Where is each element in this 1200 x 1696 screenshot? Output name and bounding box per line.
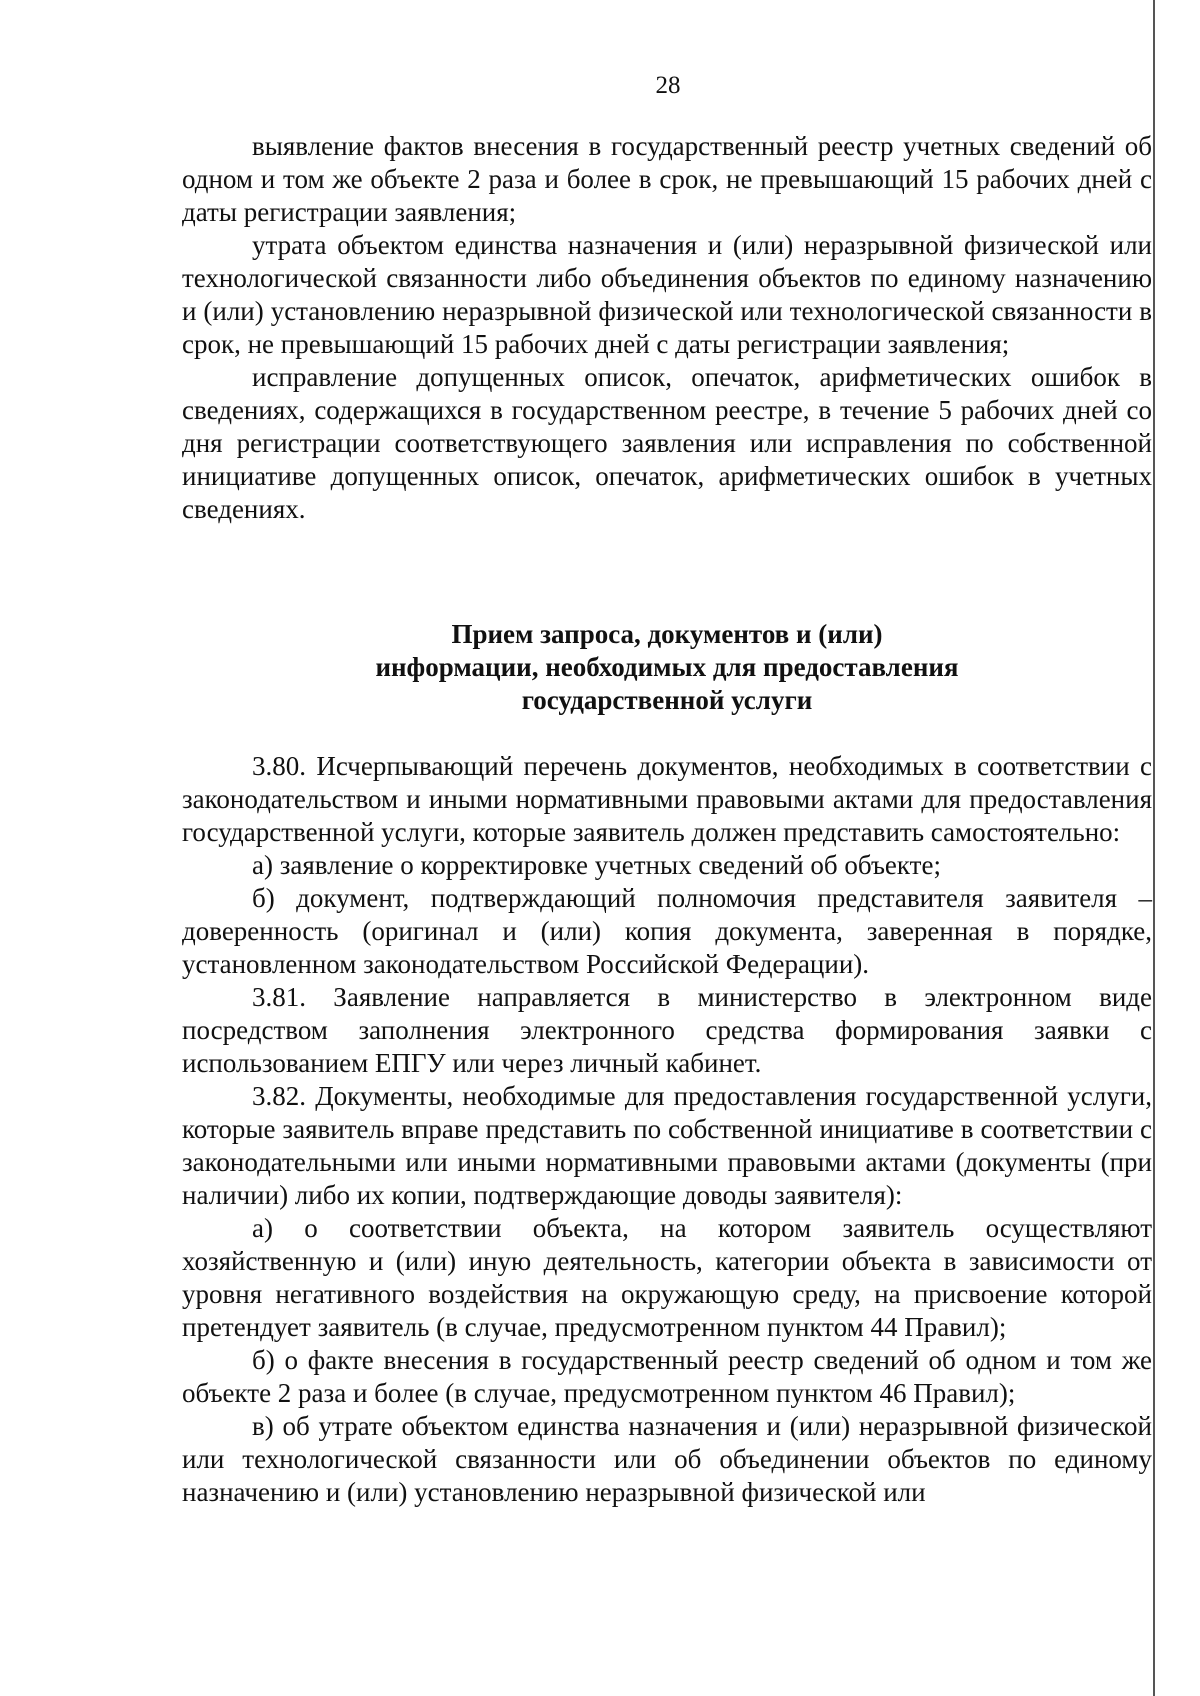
heading-line: Прием запроса, документов и (или)	[451, 619, 883, 649]
heading-line: информации, необходимых для предоставления	[375, 652, 959, 682]
list-item: а) о соответствии объекта, на котором заявитель осуществляют хозяйственную и (или) иную деятельность, категории объекта в зависимости от уровня негативного воздействия на окружающую среду, на присвоение которой претендует заявитель (в случае, предусмотренном пунктом 44 Правил);	[182, 1213, 1152, 1342]
text-block-2	[182, 750, 1152, 1509]
paragraph: утрата объектом единства назначения и (или) неразрывной физической или технологической связанности либо объединения объектов по единому назначению и (или) установлению неразрывной физической или технологической связанности в срок, не превышающий 15 рабочих дней с даты регистрации заявления;	[182, 230, 1152, 359]
text-block-1	[182, 130, 1152, 526]
paragraph: выявление фактов внесения в государственный реестр учетных сведений об одном и том же объекте 2 раза и более в срок, не превышающий 15 рабочих дней с даты регистрации заявления;	[182, 131, 1152, 227]
list-item: б) документ, подтверждающий полномочия представителя заявителя – доверенность (оригинал и (или) копия документа, заверенная в порядке, установленном законодательством Российской Федерации).	[182, 883, 1152, 979]
list-item: а) заявление о корректировке учетных сведений об объекте;	[252, 850, 941, 880]
page-edge-line	[1153, 0, 1155, 1696]
heading-line: государственной услуги	[521, 685, 813, 715]
page-number: 28	[655, 72, 681, 99]
list-item: б) о факте внесения в государственный реестр сведений об одном и том же объекте 2 раза и более (в случае, предусмотренном пунктом 46 Правил);	[182, 1345, 1152, 1408]
paragraph: 3.82. Документы, необходимые для предоставления государственной услуги, которые заявитель вправе представить по собственной инициативе в соответствии с законодательными или иными нормативными правовыми актами (документы (при наличии) либо их копии, подтверждающие доводы заявителя):	[182, 1081, 1152, 1210]
paragraph: 3.80. Исчерпывающий перечень документов, необходимых в соответствии с законодательством и иными нормативными правовыми актами для предоставления государственной услуги, которые заявитель должен представить самостоятельно:	[182, 751, 1152, 847]
paragraph: исправление допущенных описок, опечаток, арифметических ошибок в сведениях, содержащихся в государственном реестре, в течение 5 рабочих дней со дня регистрации соответствующего заявления или исправления по собственной инициативе допущенных описок, опечаток, арифметических ошибок в учетных сведениях.	[182, 362, 1152, 524]
section-heading	[182, 618, 1152, 717]
list-item: в) об утрате объектом единства назначения и (или) неразрывной физической или технологической связанности или об объединении объектов по единому назначению и (или) установлению неразрывной физической или	[182, 1411, 1152, 1507]
paragraph: 3.81. Заявление направляется в министерство в электронном виде посредством заполнения электронного средства формирования заявки с использованием ЕПГУ или через личный кабинет.	[182, 982, 1152, 1078]
